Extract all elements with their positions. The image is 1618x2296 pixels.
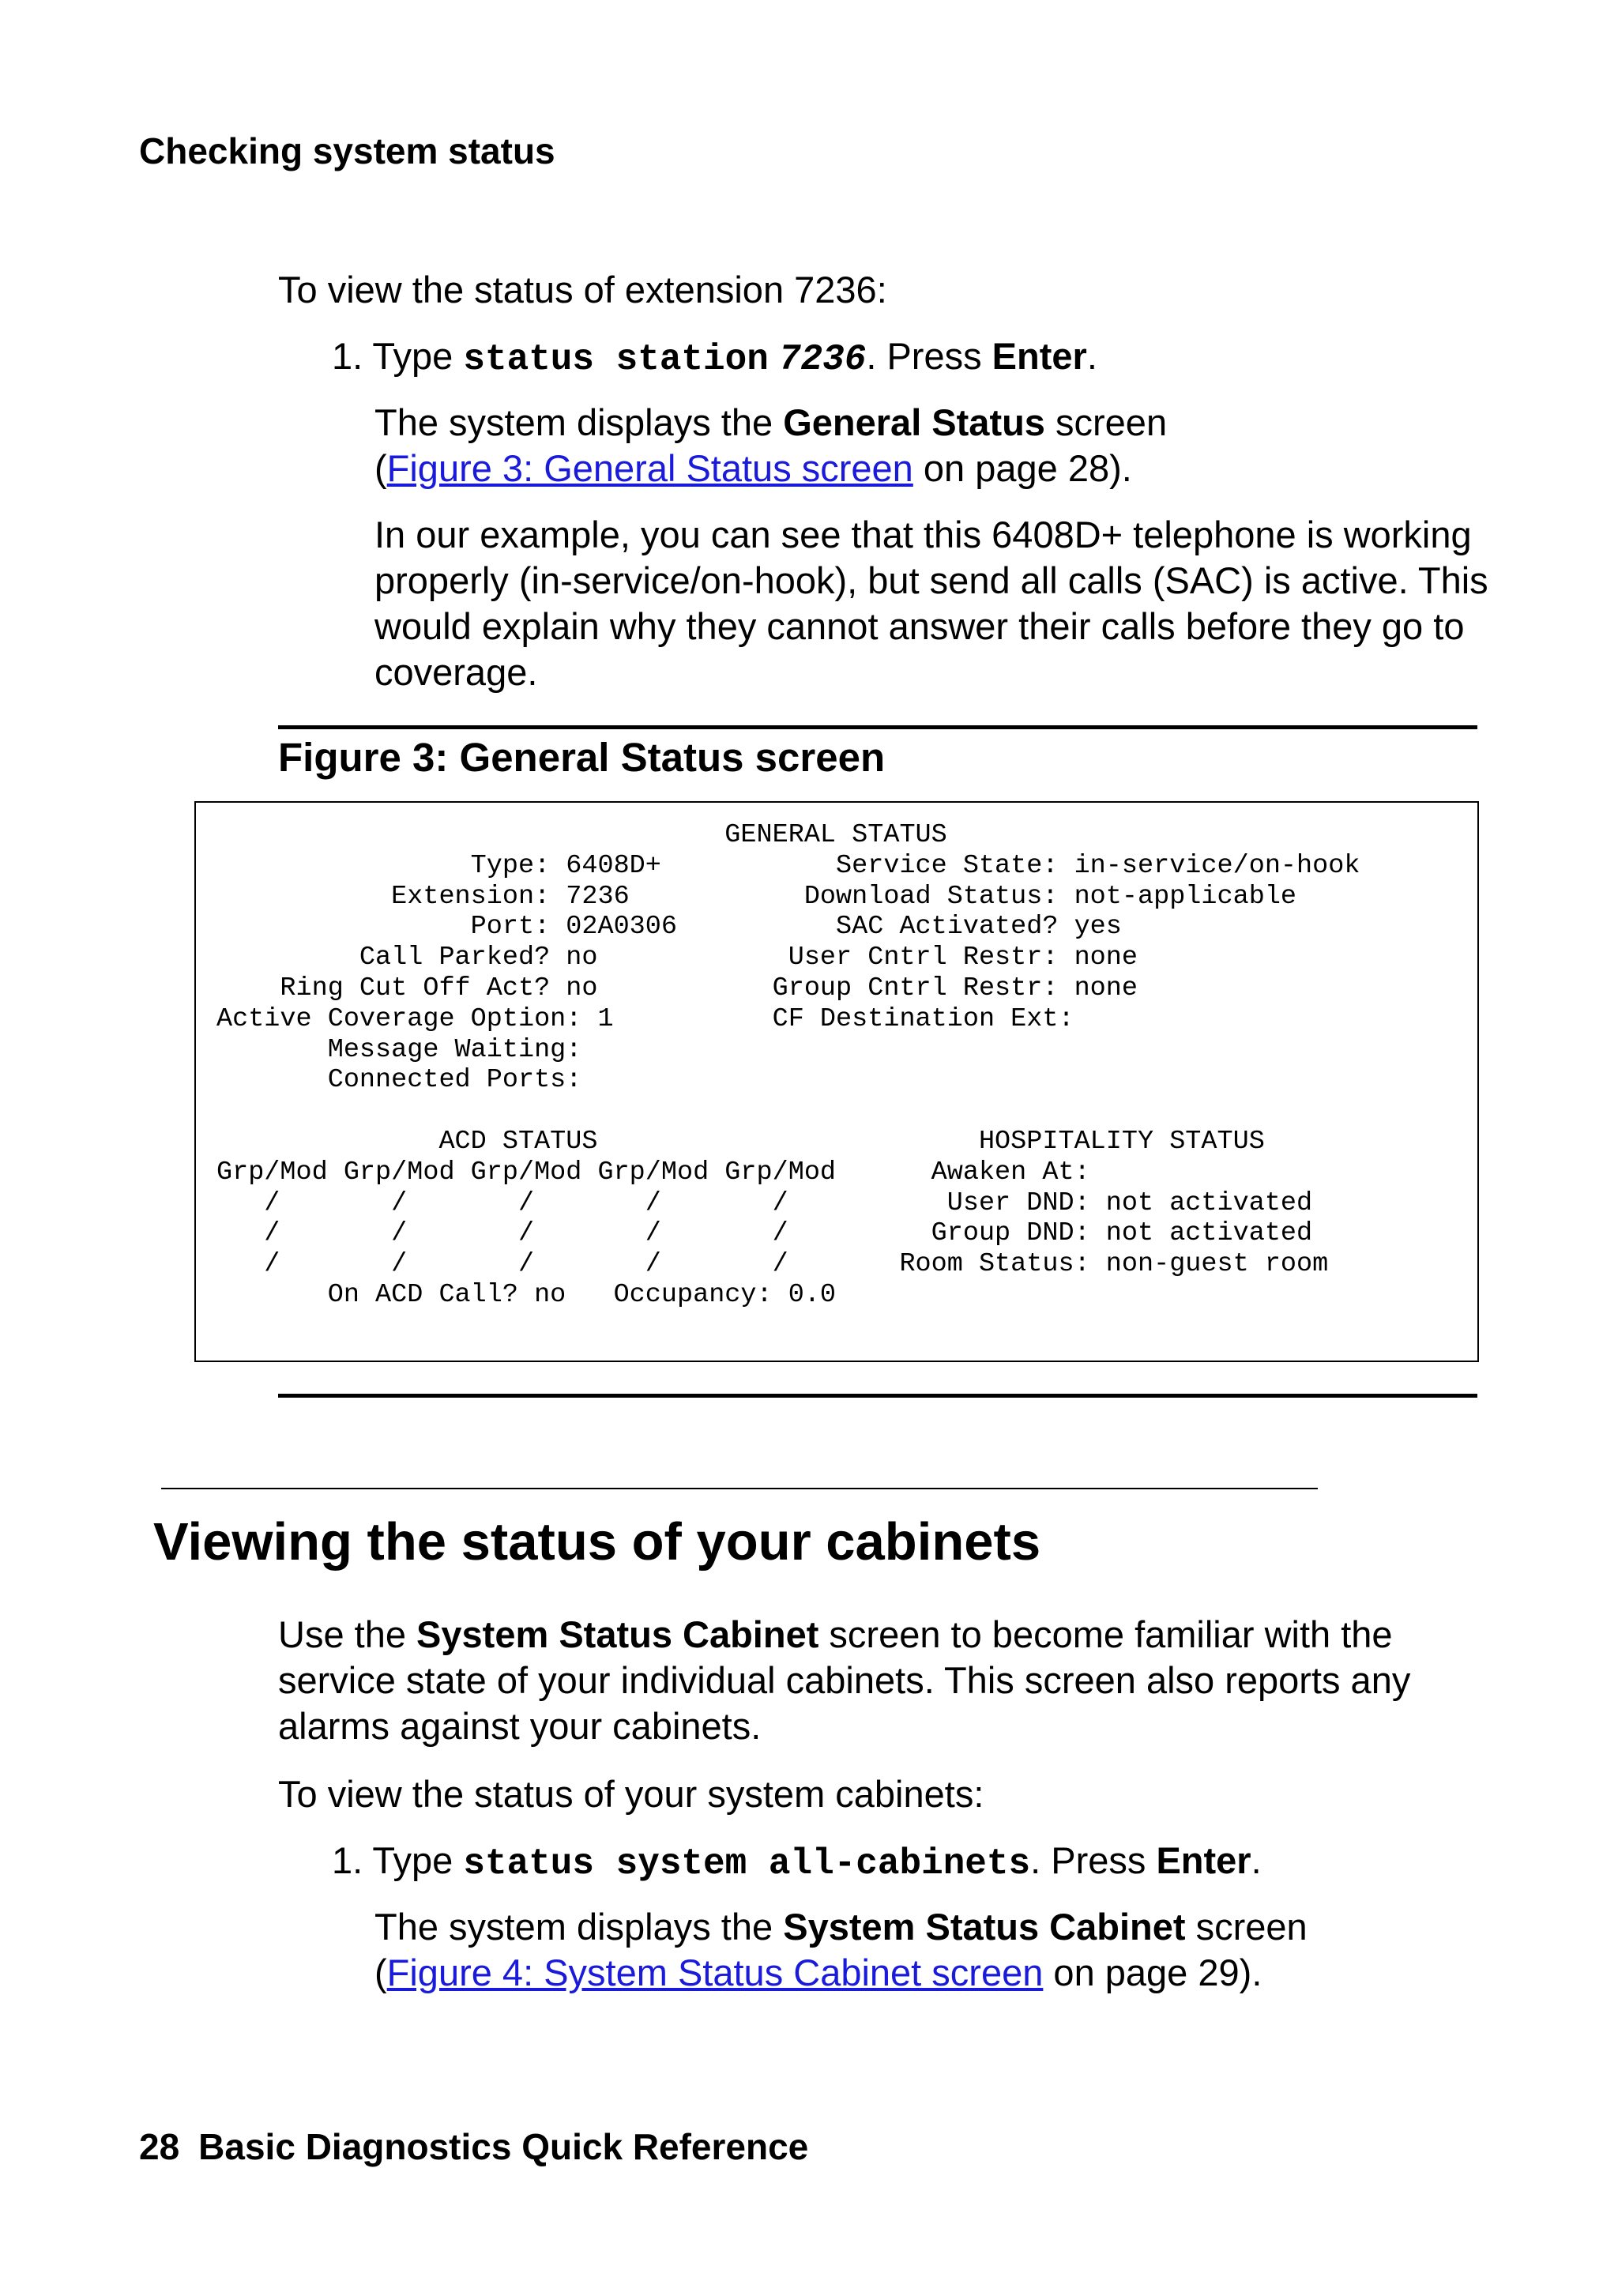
figure-caption: Figure 3: General Status screen	[278, 735, 886, 780]
screen-line: Connected Ports:	[216, 1065, 582, 1096]
cabinets-intro-paragraph: Use the System Status Cabinet screen to become familiar with the service state of your individual cabinets. This screen also reports any alarms against your cabinets.	[278, 1613, 1411, 1747]
step-1-instruction: 1. Type status system all-cabinets. Press Enter.	[332, 1839, 1262, 1884]
step-1-instruction: 1. Type status station 7236. Press Enter.	[332, 335, 1097, 380]
command-text: status station	[463, 339, 769, 380]
cabinets-result-paragraph: The system displays the System Status Cabinet screen (Figure 4: System Status Cabinet screen on page 29).	[374, 1906, 1308, 1993]
command-text: status system all-cabinets	[463, 1843, 1031, 1884]
intro-paragraph: To view the status of extension 7236:	[278, 269, 887, 311]
screen-line: Grp/Mod Grp/Mod Grp/Mod Grp/Mod Grp/Mod Awaken At:	[216, 1157, 1090, 1188]
cabinets-instruction-intro: To view the status of your system cabinets:	[278, 1773, 984, 1815]
screen-line: On ACD Call? no Occupancy: 0.0	[216, 1279, 837, 1310]
screen-line: / / / / / User DND: not activated	[216, 1188, 1313, 1218]
figure-top-rule	[278, 725, 1477, 729]
screen-name: System Status Cabinet	[416, 1613, 819, 1655]
page-number: 28	[139, 2126, 180, 2167]
screen-name: General Status	[783, 401, 1045, 443]
type-word: Type	[372, 1839, 453, 1881]
screen-line: GENERAL STATUS	[216, 820, 947, 850]
section-rule	[161, 1488, 1318, 1489]
general-status-screen-text	[216, 820, 1360, 1311]
screen-line: Message Waiting:	[216, 1034, 582, 1065]
screen-line: Active Coverage Option: 1 CF Destination Ext:	[216, 1003, 1074, 1034]
figure-4-link[interactable]: Figure 4: System Status Cabinet screen	[386, 1952, 1044, 1993]
running-head: Checking system status	[139, 130, 555, 171]
result-paragraph: The system displays the General Status screen (Figure 3: General Status screen on page 28).	[374, 401, 1168, 489]
command-argument: 7236	[778, 339, 867, 380]
screen-line: ACD STATUS HOSPITALITY STATUS	[216, 1126, 1265, 1157]
step-number: 1.	[332, 1839, 363, 1881]
press-text: . Press	[1030, 1839, 1157, 1881]
explanation-paragraph: In our example, you can see that this 6408D+ telephone is working properly (in-service/on-hook), but send all calls (SAC) is active. This would explain why they cannot answer their calls before they go to coverage.	[374, 514, 1488, 693]
figure-3-link[interactable]: Figure 3: General Status screen	[386, 447, 913, 489]
screen-line: Port: 02A0306 SAC Activated? yes	[216, 912, 1122, 943]
screen-line: Type: 6408D+ Service State: in-service/on-hook	[216, 850, 1360, 881]
screen-line: Ring Cut Off Act? no Group Cntrl Restr: none	[216, 973, 1138, 1003]
book-title: Basic Diagnostics Quick Reference	[198, 2126, 809, 2167]
step-number: 1.	[332, 335, 363, 377]
screen-line: / / / / / Group DND: not activated	[216, 1218, 1313, 1249]
enter-key: Enter	[991, 335, 1087, 377]
screen-line: / / / / / Room Status: non-guest room	[216, 1249, 1329, 1280]
enter-key: Enter	[1156, 1839, 1251, 1881]
press-text: . Press	[866, 335, 992, 377]
section-heading: Viewing the status of your cabinets	[153, 1512, 1041, 1571]
page-footer	[139, 2125, 808, 2169]
screen-line: Call Parked? no User Cntrl Restr: none	[216, 943, 1138, 973]
screen-line: Extension: 7236 Download Status: not-applicable	[216, 881, 1297, 912]
screen-name: System Status Cabinet	[783, 1906, 1186, 1948]
type-word: Type	[372, 335, 453, 377]
figure-bottom-rule	[278, 1394, 1477, 1398]
